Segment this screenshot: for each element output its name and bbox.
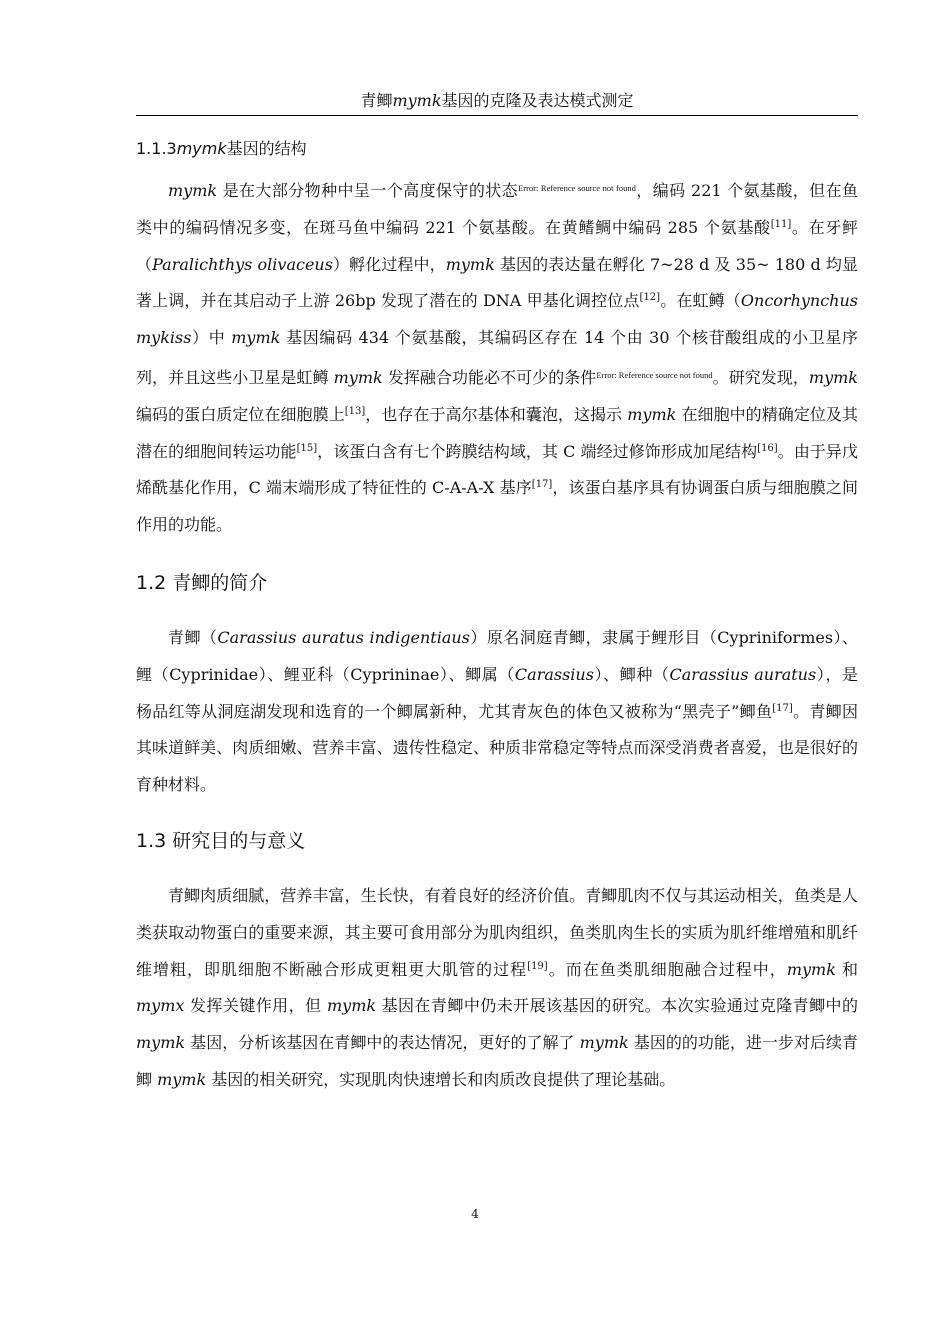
text: 青鲫（ [168,627,218,647]
heading-number: 1.1.3 [136,139,177,158]
citation[interactable]: [11] [770,218,792,230]
text: ，该蛋白含有七个跨膜结构域，其 C 端经过修饰形成加尾结构 [317,441,758,461]
text: 基因的的功能，进一步对后续青鲫 [136,1033,858,1089]
text: 基因在青鲫中仍未开展该基因的研究。本次实验通过克隆青鲫中的 [376,996,858,1016]
text: 发挥关键作用，但 [184,996,327,1016]
gene-name: mymk [333,367,383,387]
species-name: Paralichthys olivaceus [152,254,333,274]
citation[interactable]: [13] [344,405,366,417]
header-gene: mymk [392,91,442,110]
reference-error: Error: Reference source not found [596,369,713,380]
text: 。在虹鳟（ [660,291,741,311]
gene-name: mymk [136,1033,186,1053]
text: 编码的蛋白质定位在细胞膜上 [136,404,345,424]
paragraph-qingji-intro [136,620,858,804]
text: 。而在鱼类肌细胞融合过程中， [547,959,787,979]
section-heading-1-3: 1.3 研究目的与意义 [136,829,306,852]
reference-error: Error: Reference source not found [518,183,636,193]
header-text: 青鲫 [360,91,393,110]
text: ，该蛋白基序具有协调蛋白质与细胞膜之间作用的功能。 [136,478,858,535]
text: 青鲫肉质细腻，营养丰富，生长快，有着良好的经济价值。青鲫肌肉不仅与其运动相关，鱼类是人类获取动物蛋白的重要来源，其主要可食用部分为肌肉组织，鱼类肌肉生长的实质为肌纤维增殖和肌纤维增粗，即肌细胞不断融合形成更粗更大肌管的过程 [136,885,858,979]
text: 基因的表达量在孵化 7~28 d 及 35~ 180 d 均显著上调，并在其启动子上游 26bp 发现了潜在的 DNA 甲基化调控位点 [136,254,858,311]
section-heading-1-2: 1.2 青鲫的简介 [136,571,268,594]
text: ）孵化过程中， [332,254,446,274]
gene-name: mymk [627,404,677,424]
page-header [136,88,858,116]
subsection-heading-1-1-3 [136,134,858,164]
citation[interactable]: [17] [531,479,553,491]
citation[interactable]: [19] [527,960,548,972]
text: 。研究发现， [712,367,809,387]
text: ）原名洞庭青鲫，隶属于鲤形目（Cypriniformes）、鲤（Cyprinidae）、鲤亚科（Cyprininae）、鲫属（ [136,627,858,684]
citation[interactable]: [16] [757,442,778,454]
gene-name: mymx [136,996,185,1016]
page-content [136,134,858,1099]
page-number: 4 [471,1207,479,1221]
text: ，编码 221 个氨基酸，但在鱼类中的编码情况多变，在斑马鱼中编码 221 个氨基酸。在黄鳍鲷中编码 285 个氨基酸 [136,181,858,237]
text: 发挥融合功能必不可少的条件 [382,367,597,387]
header-text: 基因的克隆及表达模式测定 [441,91,634,110]
gene-name: mymk [327,996,377,1016]
gene-name: mymk [168,181,218,200]
paragraph-mymk-structure [136,170,858,544]
text: 。由于异戊烯酰基化作用，C 端末端形成了特征性的 C-A-A-X 基序 [136,441,858,498]
heading-text: 基因的结构 [226,139,307,158]
species-name: Oncorhynchus mykiss [136,291,858,348]
gene-name: mymk [786,959,836,979]
gene-name: mymk [231,328,281,348]
species-name: Carassius auratus [669,664,817,684]
text: ）、鲫种（ [593,664,670,684]
text: 。在牙鲆（ [136,217,858,274]
text: 是在大部分物种中呈一个高度保守的状态 [217,181,519,200]
text: 基因的相关研究，实现肌肉快速增长和肉质改良提供了理论基础。 [206,1069,676,1089]
gene-name: mymk [157,1069,207,1089]
genus-name: Carassius [514,664,594,684]
paragraph-research-purpose [136,878,858,1099]
gene-name: mymk [445,254,495,274]
heading-gene: mymk [176,139,227,158]
citation[interactable]: [12] [639,292,661,304]
gene-name: mymk [579,1033,629,1053]
text: ），是杨品红等从洞庭湖发现和选育的一个鲫属新种，尤其青灰色的体色又被称为“黑壳子”鲫鱼 [136,664,858,721]
gene-name: mymk [808,367,858,387]
text: 。青鲫因其味道鲜美、肉质细嫩、营养丰富、遗传性稳定、种质非常稳定等特点而深受消费者喜爱，也是很好的育种材料。 [136,701,858,795]
citation[interactable]: [15] [296,442,318,454]
text: 在细胞中的精确定位及其潜在的细胞间转运功能 [136,404,858,461]
text: 基因编码 434 个氨基酸，其编码区存在 14 个由 30 个核苷酸组成的小卫星序列，并且这些小卫星是虹鳟 [136,328,858,387]
citation[interactable]: [17] [772,702,793,714]
text: 基因，分析该基因在青鲫中的表达情况，更好的了解了 [185,1033,580,1053]
species-name: Carassius auratus indigentiaus [217,627,470,647]
text: 和 [835,959,858,979]
text: ，也存在于高尔基体和囊泡，这揭示 [365,404,628,424]
text: ）中 [191,328,232,348]
